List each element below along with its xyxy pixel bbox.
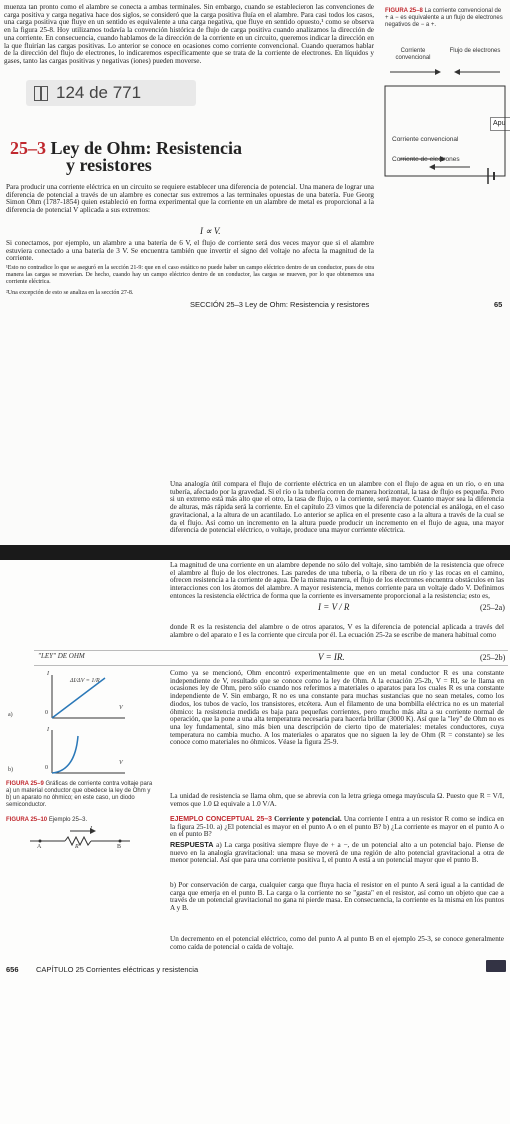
fig9-text: Gráficas de corriente contra voltaje para a) un material conductor que obedece la ley de Ohm y b) un aparato no óhmico; en este caso, un diodo semiconductor. <box>6 781 153 808</box>
section-title-line2: y resistores <box>66 155 152 175</box>
axis-v-b: V <box>119 760 123 766</box>
circuit-diagram <box>380 64 510 184</box>
fig10-text: Ejemplo 25–3. <box>48 817 88 823</box>
apu-button[interactable]: Apu <box>490 117 510 131</box>
body-para-2: Si conectamos, por ejemplo, un alambre a una batería de 6 V, el flujo de corriente será dos veces mayor que si el alambre estuviera conectado a una batería de 3 V. Se encuentra también que invertir el signo del voltaje no afecta la magnitud de la corriente. <box>6 239 374 263</box>
figure-25-9-graphs <box>30 670 140 780</box>
ohm-explanation-paragraph: Como ya se mencionó, Ohm encontró experimentalmente que en un metal conductor R es una constante independiente de V, resultado que se conoce como la ley de Ohm. A la ecuación 25-2b, V = RI, se le llama en ocasiones ley de Ohm, pero sólo cuando nos referimos a materiales o aparatos para los cuales R es una constante independiente de V. Sin embargo, R no es una constante para muchas sustancias que no sean metales, como los diodos, los tubos de vacío, los transistores, etcétera. Aun el filamento de una bombilla eléctrica no es un material óhmico: la resistencia medida es baja para pequeñas corrientes, pero mucho más alta a su corriente normal de operación, que la pone a una alta temperatura necesaria para hacerla brillar (3000 K). Así que la "ley" de Ohm no es una ley fundamental, sino más bien una descripción de cierto tipo de materiales: metales conductores, cuya temperatura no cambia mucho. A los materiales o aparatos que no siguen la ley de Ohm (R = constante) se les conoce como materiales no óhmicos. Véase la figura 25-9. <box>170 669 504 747</box>
figure-25-9-caption <box>6 781 156 809</box>
section-title <box>10 140 242 174</box>
axis-v-a: V <box>119 705 123 711</box>
fig-label-electron-flow: Flujo de electrones <box>449 48 501 54</box>
fig10-resistor-r: R <box>75 844 79 850</box>
example-title: EJEMPLO CONCEPTUAL 25–3 <box>170 816 273 823</box>
example-heading: Corriente y potencial. <box>274 815 342 823</box>
fig10-point-a: A <box>37 844 42 850</box>
graph-b-label: b) <box>8 767 13 773</box>
fig10-point-b: B <box>117 844 122 850</box>
fig9-label: FIGURA 25–9 <box>6 781 44 787</box>
intro-paragraph: muenza tan pronto como el alambre se conecta a ambas terminales. Sin embargo, cuando se establecieron las convenciones de carga positiva y carga negativa hace dos siglos, se consideró que la carga positiva fluía en el alambre. Para casi todos los casos, una carga positiva que fluye en un sentido es equivalente a una carga negativa, que fluye en sentido opuesto,¹ como se observa en la figura 25-8. Hoy utilizamos todavía la convención histórica de flujo de carga positiva cuando analizamos la dirección de una corriente. En consecuencia, cuando hablamos de la dirección de la corriente en un circuito, queremos indicar la dirección en la que fluirían las cargas positivas. Lo anterior se conoce en ocasiones como corriente convencional. Cuando queramos hablar de la dirección del flujo de electrones, lo indicaremos específicamente que se trata de la corriente de electrones. En líquidos y gases, tanto las cargas positivas y negativas (iones) pueden moverse. <box>4 4 374 65</box>
axis-zero-b: 0 <box>45 765 48 771</box>
camscanner-logo <box>486 960 506 972</box>
footnote-1: ¹Esto no contradice lo que se aseguró en la sección 21-9: que en el caso estático no puede haber un campo eléctrico dentro de un conductor, pues de otra manera las cargas se moverían. De hecho, cuando hay un campo eléctrico dentro de un conductor, las cargas se mueven, por lo que obtenemos una corriente eléctrica. <box>6 265 374 285</box>
unit-paragraph: La unidad de resistencia se llama ohm, que se abrevia con la letra griega omega mayúscula Ω. Puesto que R = V/I, vemos que 1.0 Ω equivale a 1.0 V/A. <box>170 792 504 808</box>
footnote-2: ²Una excepción de esto se analiza en la sección 27-8. <box>6 290 134 296</box>
example-answer <box>170 841 504 865</box>
graph-a-label: a) <box>8 712 13 718</box>
equation-25-2a-number: (25–2a) <box>480 603 505 612</box>
figure-text: La corriente convencional de + a − es equivalente a un flujo de electrones negativos de − a +. <box>385 8 503 28</box>
answer-label: RESPUESTA <box>170 840 214 849</box>
analogy-paragraph: Una analogía útil compara el flujo de corriente eléctrica en un alambre con el flujo de agua en un río, o en una tubería, afectado por la gravedad. Si el río o la tubería corren de manera horizontal, la tasa de flujo es pequeña. Pero si un extremo está más alto que el otro, la tasa de flujo, o la corriente, será mayor. Cuanto mayor sea la diferencia de alturas, más rápida será la corriente. En el capítulo 23 vimos que la diferencia de potencial es análoga, en el caso gravitacional, a la altura de un acantilado. Lo anterior se aplica en el presente caso a la altura a través de la cual se da el flujo. Así como un incremento en la altura puede producir un incremento en el flujo de agua, una mayor diferencia de potencial eléctrico, o voltaje, produce una mayor corriente eléctrica. <box>170 480 504 535</box>
equation-25-2a: I = V / R <box>318 602 350 612</box>
proportionality-formula: I ∝ V. <box>200 226 221 236</box>
chapter-footer: CAPÍTULO 25 Corrientes eléctricas y resistencia <box>36 965 199 974</box>
closing-paragraph: Un decremento en el potencial eléctrico, como del punto A al punto B en el ejemplo 25-3, se conoce generalmente como caída de potencial o caída de voltaje. <box>170 935 504 951</box>
page-divider <box>0 545 510 560</box>
answer-text-b: b) Por conservación de carga, cualquier carga que fluya hacia el resistor en el punto A será igual a la cantidad de carga que emerja en el punto B. La carga o la corriente no se "gasta" en el resistor, así como un objeto que cae a través de un potencial gravitacional no gana ni pierde masa. En consecuencia, la corriente es la misma en los puntos A y B. <box>170 881 504 913</box>
book-icon <box>34 86 48 101</box>
section-footer: SECCIÓN 25–3 Ley de Ohm: Resistencia y resistores <box>190 300 370 309</box>
definition-paragraph: donde R es la resistencia del alambre o de otros aparatos, V es la diferencia de potencial aplicada a través del alambre o del aparato e I es la corriente que circula por él. La ecuación 25-2a se escribe de manera habitual como <box>170 623 504 639</box>
section-title-line1: Ley de Ohm: Resistencia <box>50 138 242 158</box>
section-number: 25–3 <box>10 138 46 158</box>
fig-label-conventional-2: Corriente convencional <box>392 136 459 143</box>
figure-25-8-caption <box>385 8 505 29</box>
axis-zero-a: 0 <box>45 710 48 716</box>
ohm-law-box <box>34 650 508 666</box>
example-25-3 <box>170 816 504 839</box>
figure-25-10-caption <box>6 817 87 824</box>
page-number-bottom: 656 <box>6 965 19 974</box>
slope-label: ΔI/ΔV = 1/R <box>70 678 100 684</box>
fig-label-electrons: Corriente de electrones <box>392 156 460 163</box>
page-upper <box>0 0 510 545</box>
figure-25-10-resistor <box>10 826 150 850</box>
page-number-top: 65 <box>494 300 503 309</box>
axis-i-b: I <box>47 727 49 733</box>
ohm-law-label: "LEY" DE OHM <box>38 652 85 660</box>
resistance-paragraph: La magnitud de una corriente en un alambre depende no sólo del voltaje, sino también de la resistencia que ofrece el alambre al flujo de los electrones. Las paredes de una tubería, o la ribera de un río y las rocas en el camino, ofrecen resistencia a la corriente de agua. De la misma manera, el flujo de los electrones encuentra obstáculos en las interacciones con los átomos del alambre. A mayor resistencia, menos corriente para un voltaje dado V. Definimos entonces la resistencia eléctrica de forma que la corriente es inversamente proporcional a la resistencia; esto es, <box>170 561 504 600</box>
equation-25-2b-number: (25–2b) <box>480 653 506 662</box>
fig10-label: FIGURA 25–10 <box>6 817 48 823</box>
answer-text-a: a) La carga positiva siempre fluye de + a −, de un potencial alto a un potencial bajo. Piense de nuevo en la analogía gravitacional: una masa se moverá de una región de alto potencial gravitacional a otra de menor potencial. Así que para una corriente positiva I, el punto A está a un potencial mayor que el punto B. <box>170 841 504 865</box>
body-para-1: Para producir una corriente eléctrica en un circuito se requiere establecer una diferencia de potencial. Una manera de lograr una diferencia de potencial a través de un alambre es conectar sus extremos a las terminales opuestas de una batería. Fue Georg Simon Ohm (1787-1854) quien estableció en forma experimental que la corriente en un alambre de metal es proporcional a la diferencia de potencial V aplicada a sus extremos: <box>6 183 374 215</box>
equation-25-2b: V = IR. <box>318 652 345 662</box>
axis-i-a: I <box>47 671 49 677</box>
figure-label: FIGURA 25–8 <box>385 8 423 14</box>
page-counter-badge[interactable] <box>26 80 196 106</box>
fig10-current-label: I <box>90 826 92 832</box>
page-counter-text: 124 de 771 <box>56 83 142 102</box>
fig-label-conventional: Corriente convencional <box>395 48 431 61</box>
example-text: Una corriente I entra a un resistor R como se indica en la figura 25-10. a) ¿El potencial es mayor en el punto A o en el punto B? b) ¿La corriente es mayor en el punto A o en el punto B? <box>170 815 505 839</box>
